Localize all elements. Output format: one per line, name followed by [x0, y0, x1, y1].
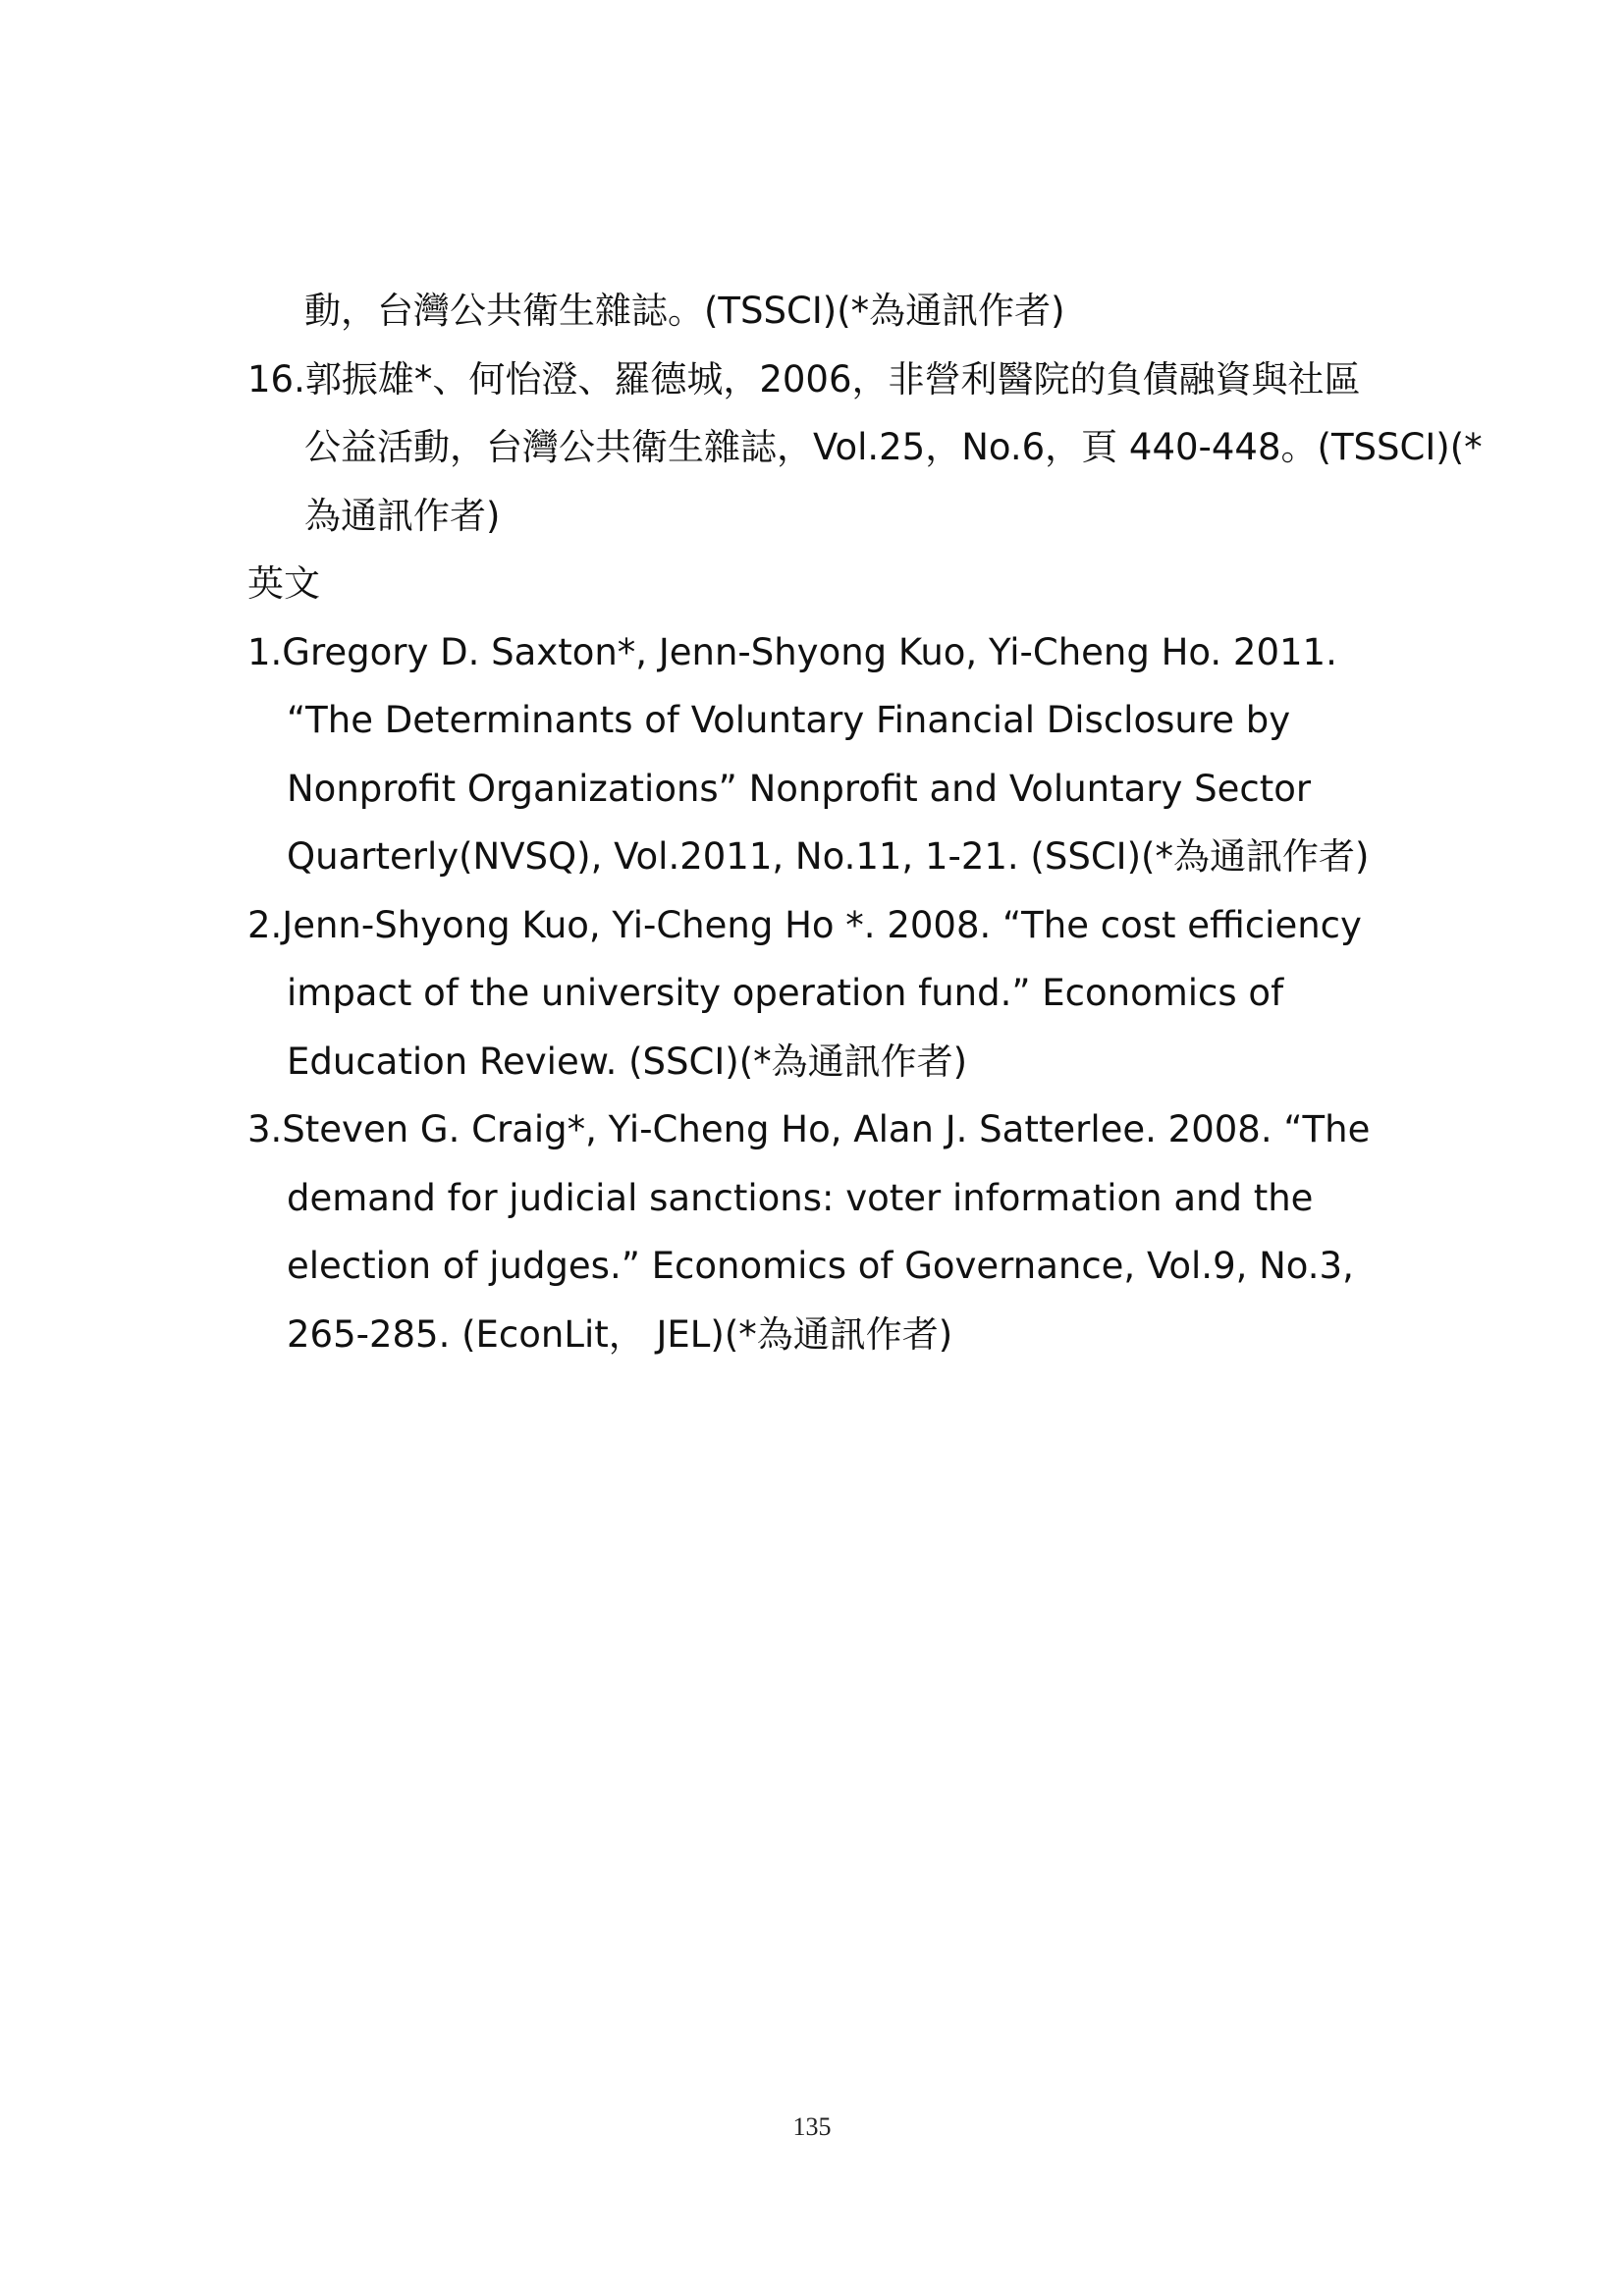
- reference-line: election of judges.” Economics of Governance, Vol.9, No.3,: [287, 1245, 1354, 1287]
- reference-line: Nonprofit Organizations” Nonprofit and Voluntary Sector: [287, 767, 1312, 810]
- english-reference-3: [247, 1095, 1416, 1368]
- reference-line: 1.Gregory D. Saxton*, Jenn-Shyong Kuo, Yi-Cheng Ho. 2011.: [247, 630, 1337, 673]
- reference-item-16: [247, 346, 1483, 551]
- publication-list: [247, 277, 1483, 1368]
- reference-line: 2.Jenn-Shyong Kuo, Yi-Cheng Ho *. 2008. “The cost efficiency: [247, 903, 1362, 946]
- reference-line: demand for judicial sanctions: voter information and the: [287, 1176, 1314, 1219]
- english-reference-2: [247, 891, 1416, 1096]
- reference-line: impact of the university operation fund.” Economics of: [287, 972, 1284, 1014]
- reference-line: 3.Steven G. Craig*, Yi-Cheng Ho, Alan J. Satterlee. 2008. “The: [247, 1108, 1371, 1150]
- english-reference-1: [247, 618, 1416, 891]
- section-heading-english: 英文: [247, 562, 320, 605]
- reference-line: “The Determinants of Voluntary Financial Disclosure by: [287, 699, 1291, 741]
- continuation-line: 動，台灣公共衛生雜誌。(TSSCI)(*為通訊作者): [304, 290, 1065, 332]
- reference-line: 16.郭振雄*、何怡澄、羅德城，2006，非營利醫院的負債融資與社區: [247, 357, 1361, 400]
- page-number: 135: [792, 2112, 832, 2141]
- reference-line: 為通訊作者): [304, 494, 501, 537]
- reference-line: 265-285. (EconLit， JEL)(*為通訊作者): [287, 1312, 953, 1356]
- reference-line: Education Review. (SSCI)(*為通訊作者): [287, 1040, 968, 1083]
- reference-line: 公益活動，台灣公共衛生雜誌，Vol.25，No.6，頁 440-448。(TSSCI)(*: [304, 426, 1483, 468]
- reference-line: Quarterly(NVSQ), Vol.2011, No.11, 1-21. (SSCI)(*為通訊作者): [287, 835, 1370, 878]
